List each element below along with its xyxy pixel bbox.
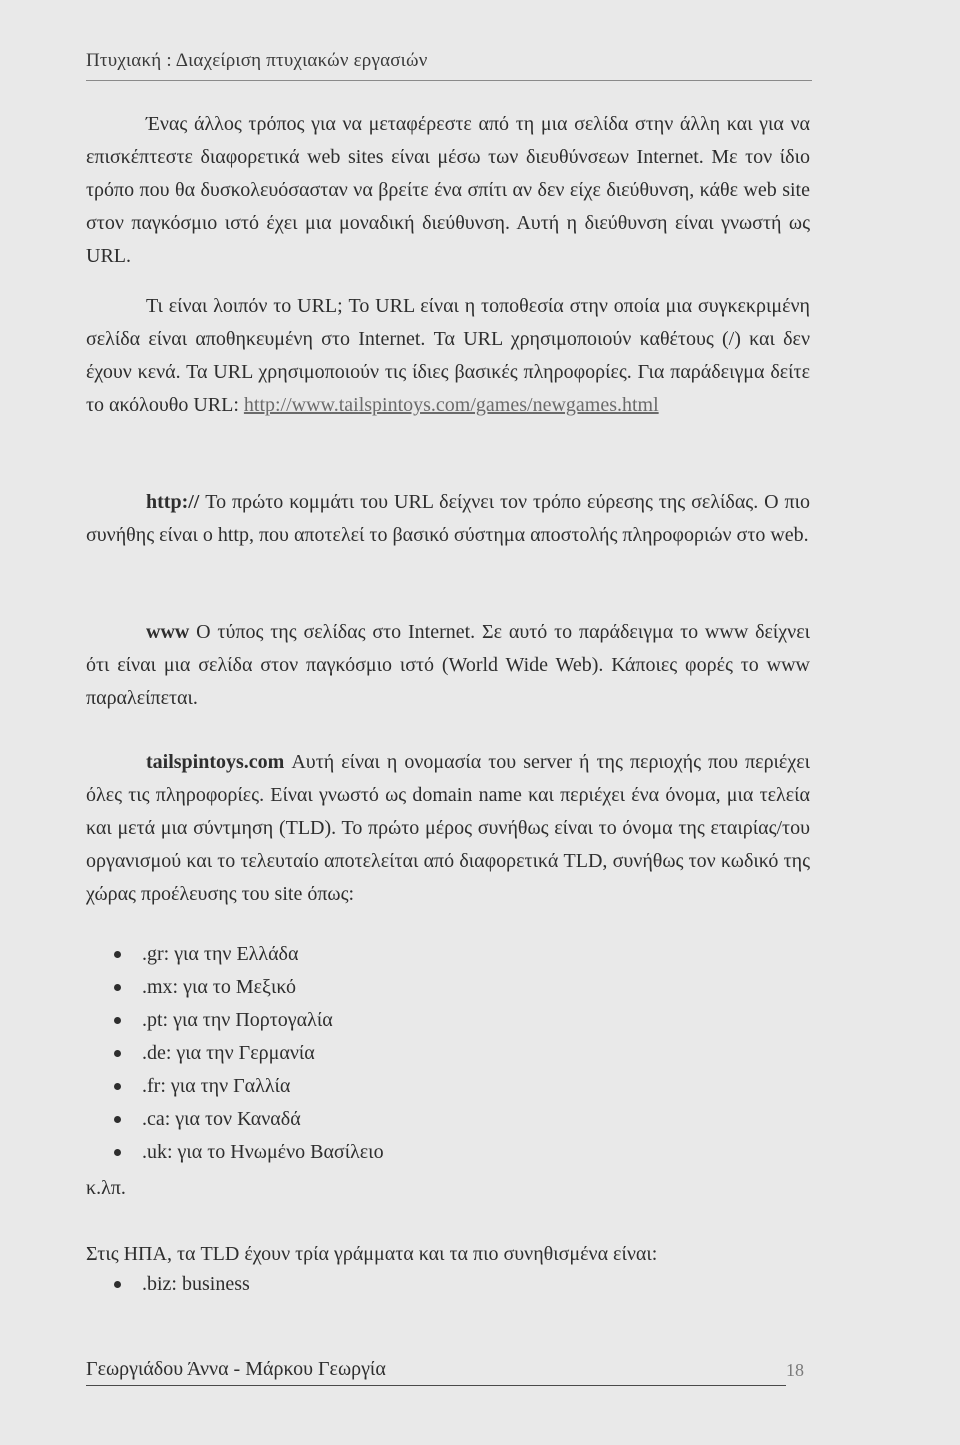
- page-number: 18: [786, 1360, 804, 1380]
- bullet-icon: [114, 984, 121, 991]
- bullet-icon: [114, 1149, 121, 1156]
- paragraph-intro-text: Ένας άλλος τρόπος για να μεταφέρεστε από τη μια σελίδα στην άλλη και για να επισκέπτεστε διαφορετικά web sites είναι μέσω των διευθύνσεων Internet. Με τον ίδιο τρόπο που θα δυσκολευόσασταν να βρείτε ένα σπίτι αν δεν είχε διεύθυνση, κάθε web site στον παγκόσμιο ιστό έχει μια μοναδική διεύθυνση. Αυτή η διεύθυνση είναι γνωστή ως URL.: [86, 113, 810, 267]
- list-item: .de: για την Γερμανία: [108, 1037, 384, 1070]
- domain-description: Αυτή είναι η ονομασία του server ή της περιοχής που περιέχει όλες τις πληροφορίες. Είναι γνωστό ως domain name και περιέχει ένα όνομα, μια τελεία και μετά μια σύντμηση (TLD). Το πρώτο μέρος συνήθως είναι το όνομα της εταιρίας/του οργανισμού και το τελευταίο αποτελείται από διαφορετικά TLD, συνήθως τον κωδικό της χώρας προέλευσης του site όπως:: [86, 751, 810, 905]
- paragraph-url-definition-text: Τι είναι λοιπόν το URL; Το URL είναι η τοποθεσία στην οποία μια συγκεκριμένη σελίδα είναι αποθηκευμένη στο Internet. Τα URL χρησιμοποιούν καθέτους (/) και δεν έχουν κενά. Τα URL χρησιμοποιούν τις ίδιες βασικές πληροφορίες. Για παράδειγμα δείτε το ακόλουθο URL:: [86, 295, 810, 416]
- example-url-link[interactable]: http://www.tailspintoys.com/games/newgames.html: [243, 394, 659, 416]
- paragraph-url-definition: [86, 290, 810, 422]
- http-description: Το πρώτο κομμάτι του URL δείχνει τον τρόπο εύρεσης της σελίδας. Ο πιο συνήθης είναι ο http, που αποτελεί το βασικό σύστημα αποστολής πληροφοριών στο web.: [86, 491, 810, 546]
- usa-tld-list: [108, 1268, 250, 1301]
- footer-authors: Γεωργιάδου Άννα - Μάρκου Γεωργία: [86, 1358, 386, 1380]
- paragraph-www: [86, 616, 810, 715]
- list-item: .fr: για την Γαλλία: [108, 1070, 384, 1103]
- page-header: Πτυχιακή : Διαχείριση πτυχιακών εργασιών: [86, 50, 812, 81]
- www-description: Ο τύπος της σελίδας στο Internet. Σε αυτό το παράδειγμα το www δείχνει ότι είναι μια σελίδα στον παγκόσμιο ιστό (World Wide Web). Κάποιες φορές το www παραλείπεται.: [86, 621, 810, 709]
- bullet-icon: [114, 1281, 121, 1288]
- bullet-icon: [114, 1116, 121, 1123]
- bullet-icon: [114, 1050, 121, 1057]
- list-item: .ca: για τον Καναδά: [108, 1103, 384, 1136]
- list-item: .gr: για την Ελλάδα: [108, 938, 384, 971]
- list-item: .uk: για το Ηνωμένο Βασίλειο: [108, 1136, 384, 1169]
- etc-text: κ.λπ.: [86, 1177, 126, 1199]
- list-item: .biz: business: [108, 1268, 250, 1301]
- list-item: .mx: για το Μεξικό: [108, 971, 384, 1004]
- bullet-icon: [114, 951, 121, 958]
- bullet-icon: [114, 1083, 121, 1090]
- paragraph-domain: [86, 746, 810, 911]
- list-item: .pt: για την Πορτογαλία: [108, 1004, 384, 1037]
- http-term: http://: [146, 491, 200, 513]
- paragraph-http: [86, 486, 810, 552]
- country-tld-list: [108, 938, 384, 1169]
- page-footer: [86, 1358, 786, 1386]
- www-term: www: [146, 621, 190, 643]
- domain-term: tailspintoys.com: [146, 751, 285, 773]
- bullet-icon: [114, 1017, 121, 1024]
- paragraph-intro: [86, 108, 810, 273]
- usa-intro-text: Στις ΗΠΑ, τα TLD έχουν τρία γράμματα και τα πιο συνηθισμένα είναι:: [86, 1243, 658, 1265]
